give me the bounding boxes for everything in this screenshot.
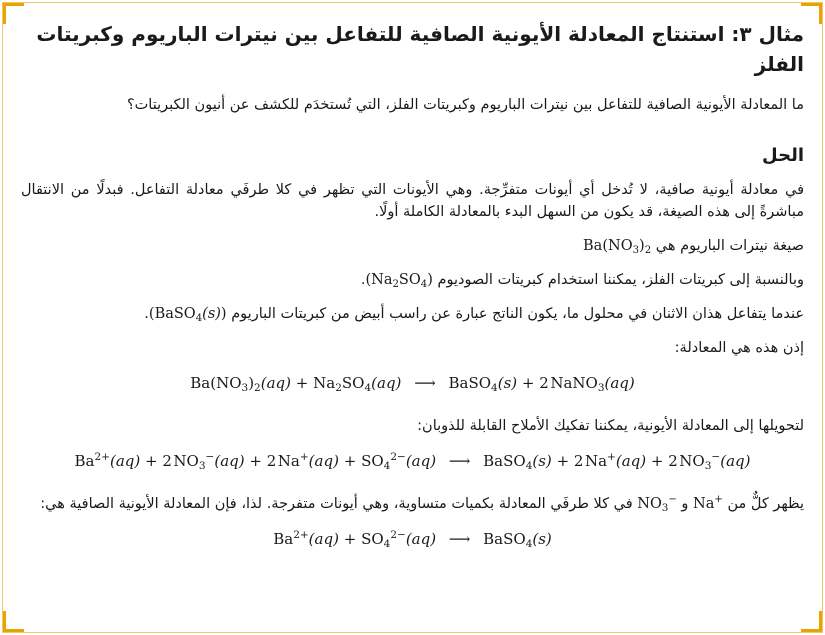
equation-net-ionic: $Ba^{2+}(aq) + SO_4^{2-}(aq)$ ⟶ BaSO$_4$(s) bbox=[273, 529, 552, 550]
equation-full: $Ba(NO_3)_2(aq) + Na_2SO_4(aq)$ ⟶ BaSO$_4$(s) + 2 NaNO$_3$(aq) bbox=[21, 371, 804, 395]
example-question: ما المعادلة الأيونية الصافية للتفاعل بين نيترات الباريوم وكبريتات الفلز، التي تُستخدَم للكشف عن أنيون الكبريتات؟ bbox=[126, 97, 804, 113]
solution-heading: الحل bbox=[762, 145, 804, 166]
corner-bottom-left bbox=[2, 611, 24, 633]
p3-text: وبالنسبة إلى كبريتات الفلز، يمكننا استخدام كبريتات الصوديوم bbox=[437, 272, 804, 288]
solution-paragraph-7: يظهر كلٌّ من Na+ و $NO_3^-$ في كلا طرفَي المعادلة بكميات متساوية، وهي أيونات متفرجة. لذا، فإن المعادلة الأيونية الصافية هي: bbox=[40, 494, 804, 514]
equation-ionic: $Ba^{2+}(aq) + 2$ $NO_3^-(aq) + 2$ $Na^+(aq) + SO_4^{2-}(aq)$ ⟶ BaSO$_4$(s) + 2 Na+(aq) + 2 $NO_3^-(aq)$ bbox=[74, 451, 751, 472]
p4-text: عندما يتفاعل هذان الاثنان في محلول ما، يكون الناتج عبارة عن راسب أبيض من كبريتات الباريوم bbox=[231, 306, 804, 322]
ion-sodium: Na+ bbox=[693, 494, 723, 512]
solution-paragraph-1: في معادلة أيونية صافية، لا تُدخل أي أيونات متفرِّجة. وهي الأيونات التي تظهر في كلا طرفَي معادلة التفاعل. فبدلًا من الانتقال مباشرةً إلى هذه الصيغة، قد يكون من السهل البدء بالمعادلة الكاملة أولًا. bbox=[21, 182, 804, 220]
example-content bbox=[3, 3, 822, 551]
corner-top-left bbox=[2, 2, 24, 24]
example-card bbox=[2, 2, 823, 633]
solution-paragraph-5: إذن هذه هي المعادلة: bbox=[674, 340, 804, 356]
formula-barium-sulfate: (BaSO$_4$(s)) bbox=[148, 306, 227, 324]
solution-paragraph-6: لتحويلها إلى المعادلة الأيونية، يمكننا تفكيك الأملاح القابلة للذوبان: bbox=[417, 418, 804, 434]
reaction-arrow: ⟶ bbox=[414, 374, 436, 392]
solution-paragraph-4: عندما يتفاعل هذان الاثنان في محلول ما، يكون الناتج عبارة عن راسب أبيض من كبريتات الباريوم (BaSO$_4$(s)). bbox=[144, 306, 804, 324]
corner-bottom-right bbox=[801, 611, 823, 633]
p2-text: صيغة نيترات الباريوم هي bbox=[655, 238, 804, 254]
ion-nitrate: $NO_3^-$ bbox=[637, 494, 677, 514]
reaction-arrow: ⟶ bbox=[448, 452, 471, 470]
corner-top-right bbox=[801, 2, 823, 24]
solution-paragraph-2 bbox=[21, 235, 804, 257]
formula-barium-nitrate: $Ba(NO_3)_2$ bbox=[583, 238, 652, 256]
solution-paragraph-3: وبالنسبة إلى كبريتات الفلز، يمكننا استخدام كبريتات الصوديوم $(Na_2SO_4)$. bbox=[360, 272, 804, 290]
example-title: مثال ٣: استنتاج المعادلة الأيونية الصافية للتفاعل بين نيترات الباريوم وكبريتات الفلز bbox=[36, 22, 804, 76]
formula-sodium-sulfate: $(Na_2SO_4)$ bbox=[365, 272, 433, 290]
reaction-arrow: ⟶ bbox=[448, 530, 471, 548]
